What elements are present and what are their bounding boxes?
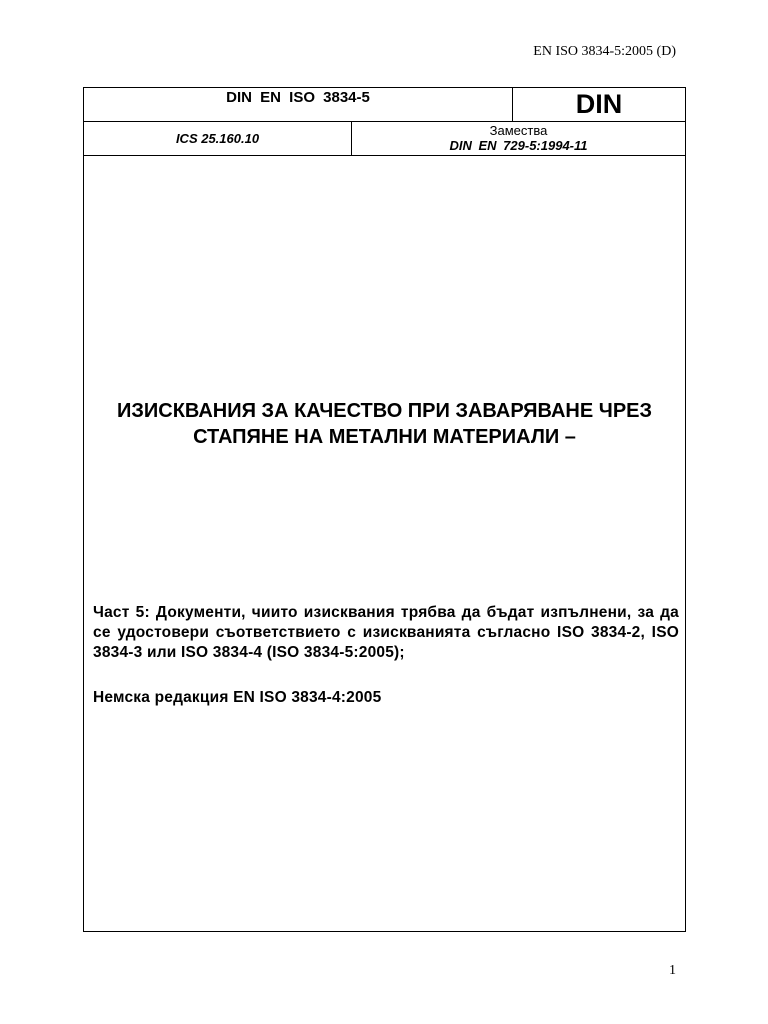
document-reference: EN ISO 3834-5:2005 (D)	[533, 44, 676, 59]
replaces-cell	[352, 122, 685, 156]
edition-note: Немска редакция EN ISO 3834-4:2005	[93, 689, 382, 706]
title-line: ИЗИСКВАНИЯ ЗА КАЧЕСТВО ПРИ ЗАВАРЯВАНЕ ЧРЕЗ	[116, 400, 653, 422]
designation-row	[84, 88, 685, 122]
title-line: СТАПЯНЕ НА МЕТАЛНИ МАТЕРИАЛИ –	[193, 426, 576, 448]
classification-row	[84, 122, 685, 156]
replaces-label: Замества	[489, 123, 548, 138]
page-number: 1	[669, 963, 676, 978]
part-description: Част 5: Документи, чиито изисквания трябва да бъдат изпълнени, за да се удостовери съответствието с изискванията съгласно ISO 3834-2, ISO 3834-3 или ISO 3834-4 (ISO 3834-5:2005);	[93, 604, 679, 661]
din-logo: DIN	[575, 89, 623, 119]
standard-designation: DIN EN ISO 3834-5	[84, 88, 513, 121]
replaced-standard: DIN EN 729-5:1994-11	[449, 138, 588, 153]
document-title	[84, 398, 685, 450]
cover-frame	[83, 87, 686, 932]
ics-code: ICS 25.160.10	[84, 122, 352, 155]
